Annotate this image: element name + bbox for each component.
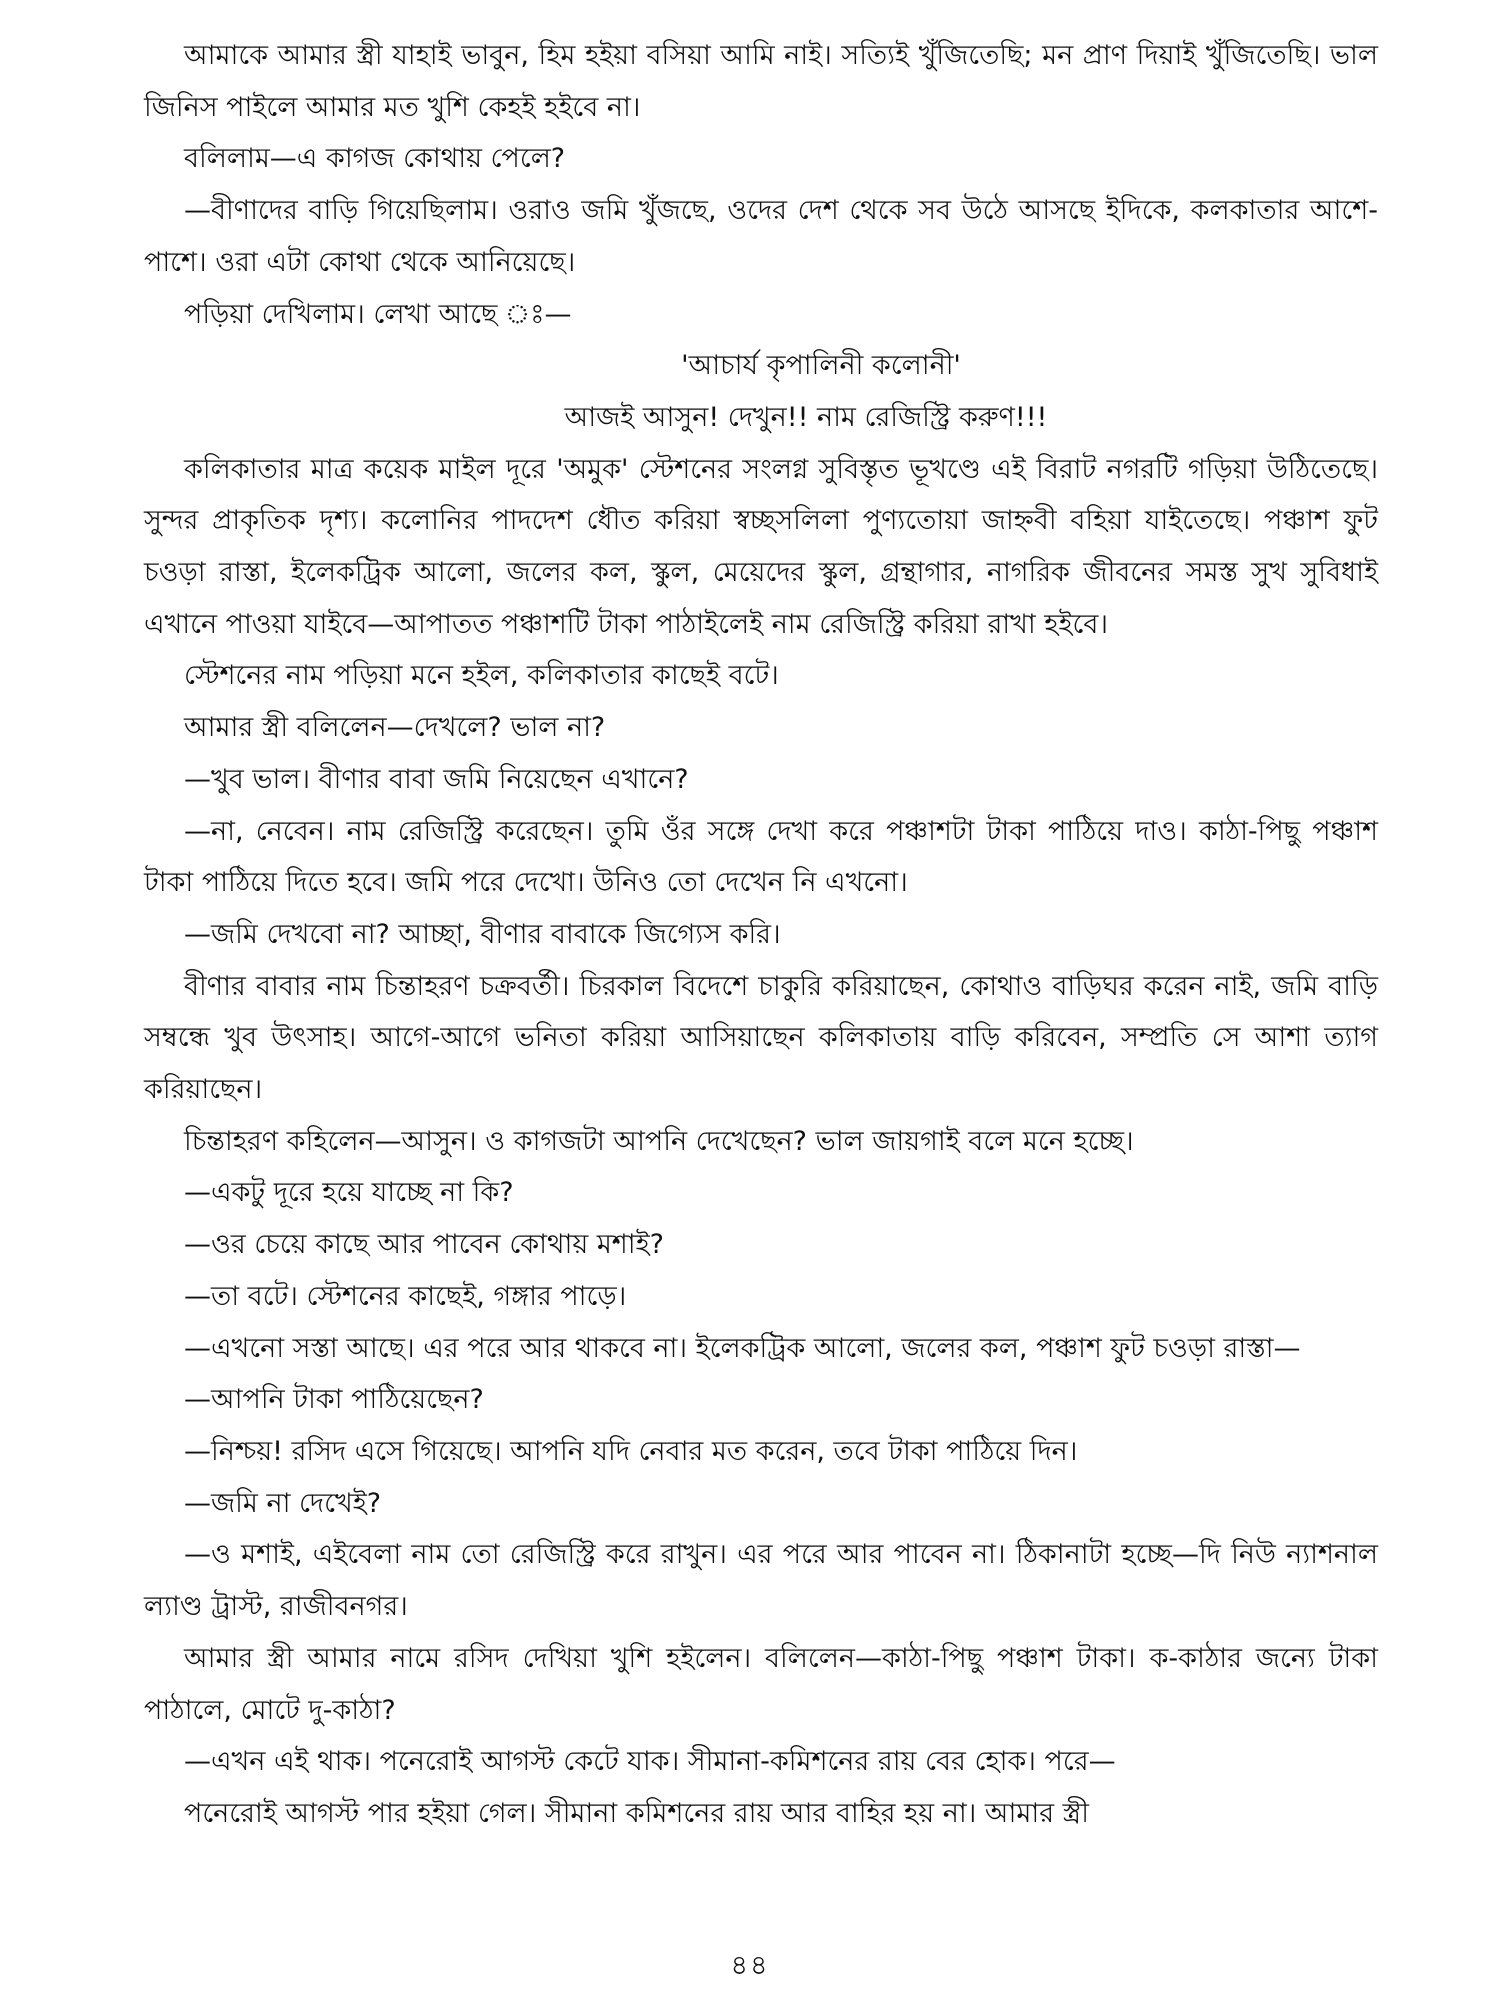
page-number: ৪৪ bbox=[730, 1950, 770, 1981]
paragraph: —তা বটে। স্টেশনের কাছেই, গঙ্গার পাড়ে। bbox=[184, 1280, 627, 1312]
paragraph: পড়িয়া দেখিলাম। লেখা আছে ঃ— bbox=[184, 298, 572, 330]
paragraph: স্টেশনের নাম পড়িয়া মনে হইল, কলিকাতার কাছেই বটে। bbox=[184, 660, 779, 692]
paragraph: —ওর চেয়ে কাছে আর পাবেন কোথায় মশাই? bbox=[184, 1229, 664, 1261]
paragraph: —খুব ভাল। বীণার বাবা জমি নিয়েছেন এখানে? bbox=[184, 763, 689, 795]
paragraph: আমাকে আমার স্ত্রী যাহাই ভাবুন, হিম হইয়া বসিয়া আমি নাই। সত্যিই খুঁজিতেছি; মন প্রাণ দিয়াই খুঁজিতেছি। ভাল জিনিস পাইলে আমার মত খুশি কেহই হইবে না। bbox=[144, 40, 1378, 123]
paragraph: —ও মশাই, এইবেলা নাম তো রেজিস্ট্রি করে রাখুন। এর পরে আর পাবেন না। ঠিকানাটা হচ্ছে—দি নিউ ন্যাশনাল ল্যাণ্ড ট্রাস্ট, রাজীবনগর। bbox=[144, 1539, 1378, 1623]
paragraph: চিন্তাহরণ কহিলেন—আসুন। ও কাগজটা আপনি দেখেছেন? ভাল জায়গাই বলে মনে হচ্ছে। bbox=[184, 1125, 1134, 1157]
paragraph: আমার স্ত্রী বলিলেন—দেখলে? ভাল না? bbox=[184, 712, 606, 744]
paragraph: পনেরোই আগস্ট পার হইয়া গেল। সীমানা কমিশনের রায় আর বাহির হয় না। আমার স্ত্রী bbox=[184, 1797, 1089, 1829]
paragraph: —জমি দেখবো না? আচ্ছা, বীণার বাবাকে জিগ্যেস করি। bbox=[184, 918, 781, 950]
paragraph: —এখনো সস্তা আছে। এর পরে আর থাকবে না। ইলেকট্রিক আলো, জলের কল, পঞ্চাশ ফুট চওড়া রাস্তা— bbox=[184, 1332, 1301, 1364]
paragraph: —বীণাদের বাড়ি গিয়েছিলাম। ওরাও জমি খুঁজছে, ওদের দেশ থেকে সব উঠে আসছে ইদিকে, কলকাতার আশে-পাশে। ওরা এটা কোথা থেকে আনিয়েছে। bbox=[144, 195, 1378, 278]
paragraph: —না, নেবেন। নাম রেজিস্ট্রি করেছেন। তুমি ওঁর সঙ্গে দেখা করে পঞ্চাশটা টাকা পাঠিয়ে দাও। কাঠা-পিছু পঞ্চাশ টাকা পাঠিয়ে দিতে হবে। জমি পরে দেখো। উনিও তো দেখেন নি এখনো। bbox=[144, 815, 1378, 899]
paragraph: —জমি না দেখেই? bbox=[184, 1487, 382, 1519]
paragraph: কলিকাতার মাত্র কয়েক মাইল দূরে 'অমুক' স্টেশনের সংলগ্ন সুবিস্তৃত ভূখণ্ডে এই বিরাট নগরটি গড়িয়া উঠিতেছে। সুন্দর প্রাকৃতিক দৃশ্য। কলোনির পাদদেশ ধৌত করিয়া স্বচ্ছসলিলা পুণ্যতোয়া জাহ্নবী বহিয়া যাইতেছে। পঞ্চাশ ফুট চওড়া রাস্তা, ইলেকট্রিক আলো, জলের কল, স্কুল, মেয়েদের স্কুল, গ্রন্থাগার, নাগরিক জীবনের সমস্ত সুখ সুবিধাই এখানে পাওয়া যাইবে—আপাতত পঞ্চাশটি টাকা পাঠাইলেই নাম রেজিস্ট্রি করিয়া রাখা হইবে। bbox=[144, 453, 1378, 640]
paragraph: —এখন এই থাক। পনেরোই আগস্ট কেটে যাক। সীমানা-কমিশনের রায় বের হোক। পরে— bbox=[184, 1746, 1116, 1778]
body-text bbox=[144, 30, 1378, 1840]
advert-title: 'আচার্য কৃপালিনী কলোনী' bbox=[681, 350, 961, 382]
paragraph: বীণার বাবার নাম চিন্তাহরণ চক্রবর্তী। চিরকাল বিদেশে চাকুরি করিয়াছেন, কোথাও বাড়িঘর করেন নাই, জমি বাড়ি সম্বন্ধে খুব উৎসাহ। আগে-আগে ভনিতা করিয়া আসিয়াছেন কলিকাতায় বাড়ি করিবেন, সম্প্রতি সে আশা ত্যাগ করিয়াছেন। bbox=[144, 970, 1378, 1106]
paragraph: বলিলাম—এ কাগজ কোথায় পেলে? bbox=[184, 143, 566, 175]
paragraph: আমার স্ত্রী আমার নামে রসিদ দেখিয়া খুশি হইলেন। বলিলেন—কাঠা-পিছু পঞ্চাশ টাকা। ক-কাঠার জন্যে টাকা পাঠালে, মোটে দু-কাঠা? bbox=[144, 1642, 1378, 1726]
advert-subtitle: আজই আসুন! দেখুন!! নাম রেজিস্ট্রি করুণ!!! bbox=[564, 401, 1048, 433]
paragraph: —আপনি টাকা পাঠিয়েছেন? bbox=[184, 1384, 484, 1416]
paragraph: —একটু দূরে হয়ে যাচ্ছে না কি? bbox=[184, 1177, 514, 1209]
paragraph: —নিশ্চয়! রসিদ এসে গিয়েছে। আপনি যদি নেবার মত করেন, তবে টাকা পাঠিয়ে দিন। bbox=[184, 1435, 1078, 1467]
